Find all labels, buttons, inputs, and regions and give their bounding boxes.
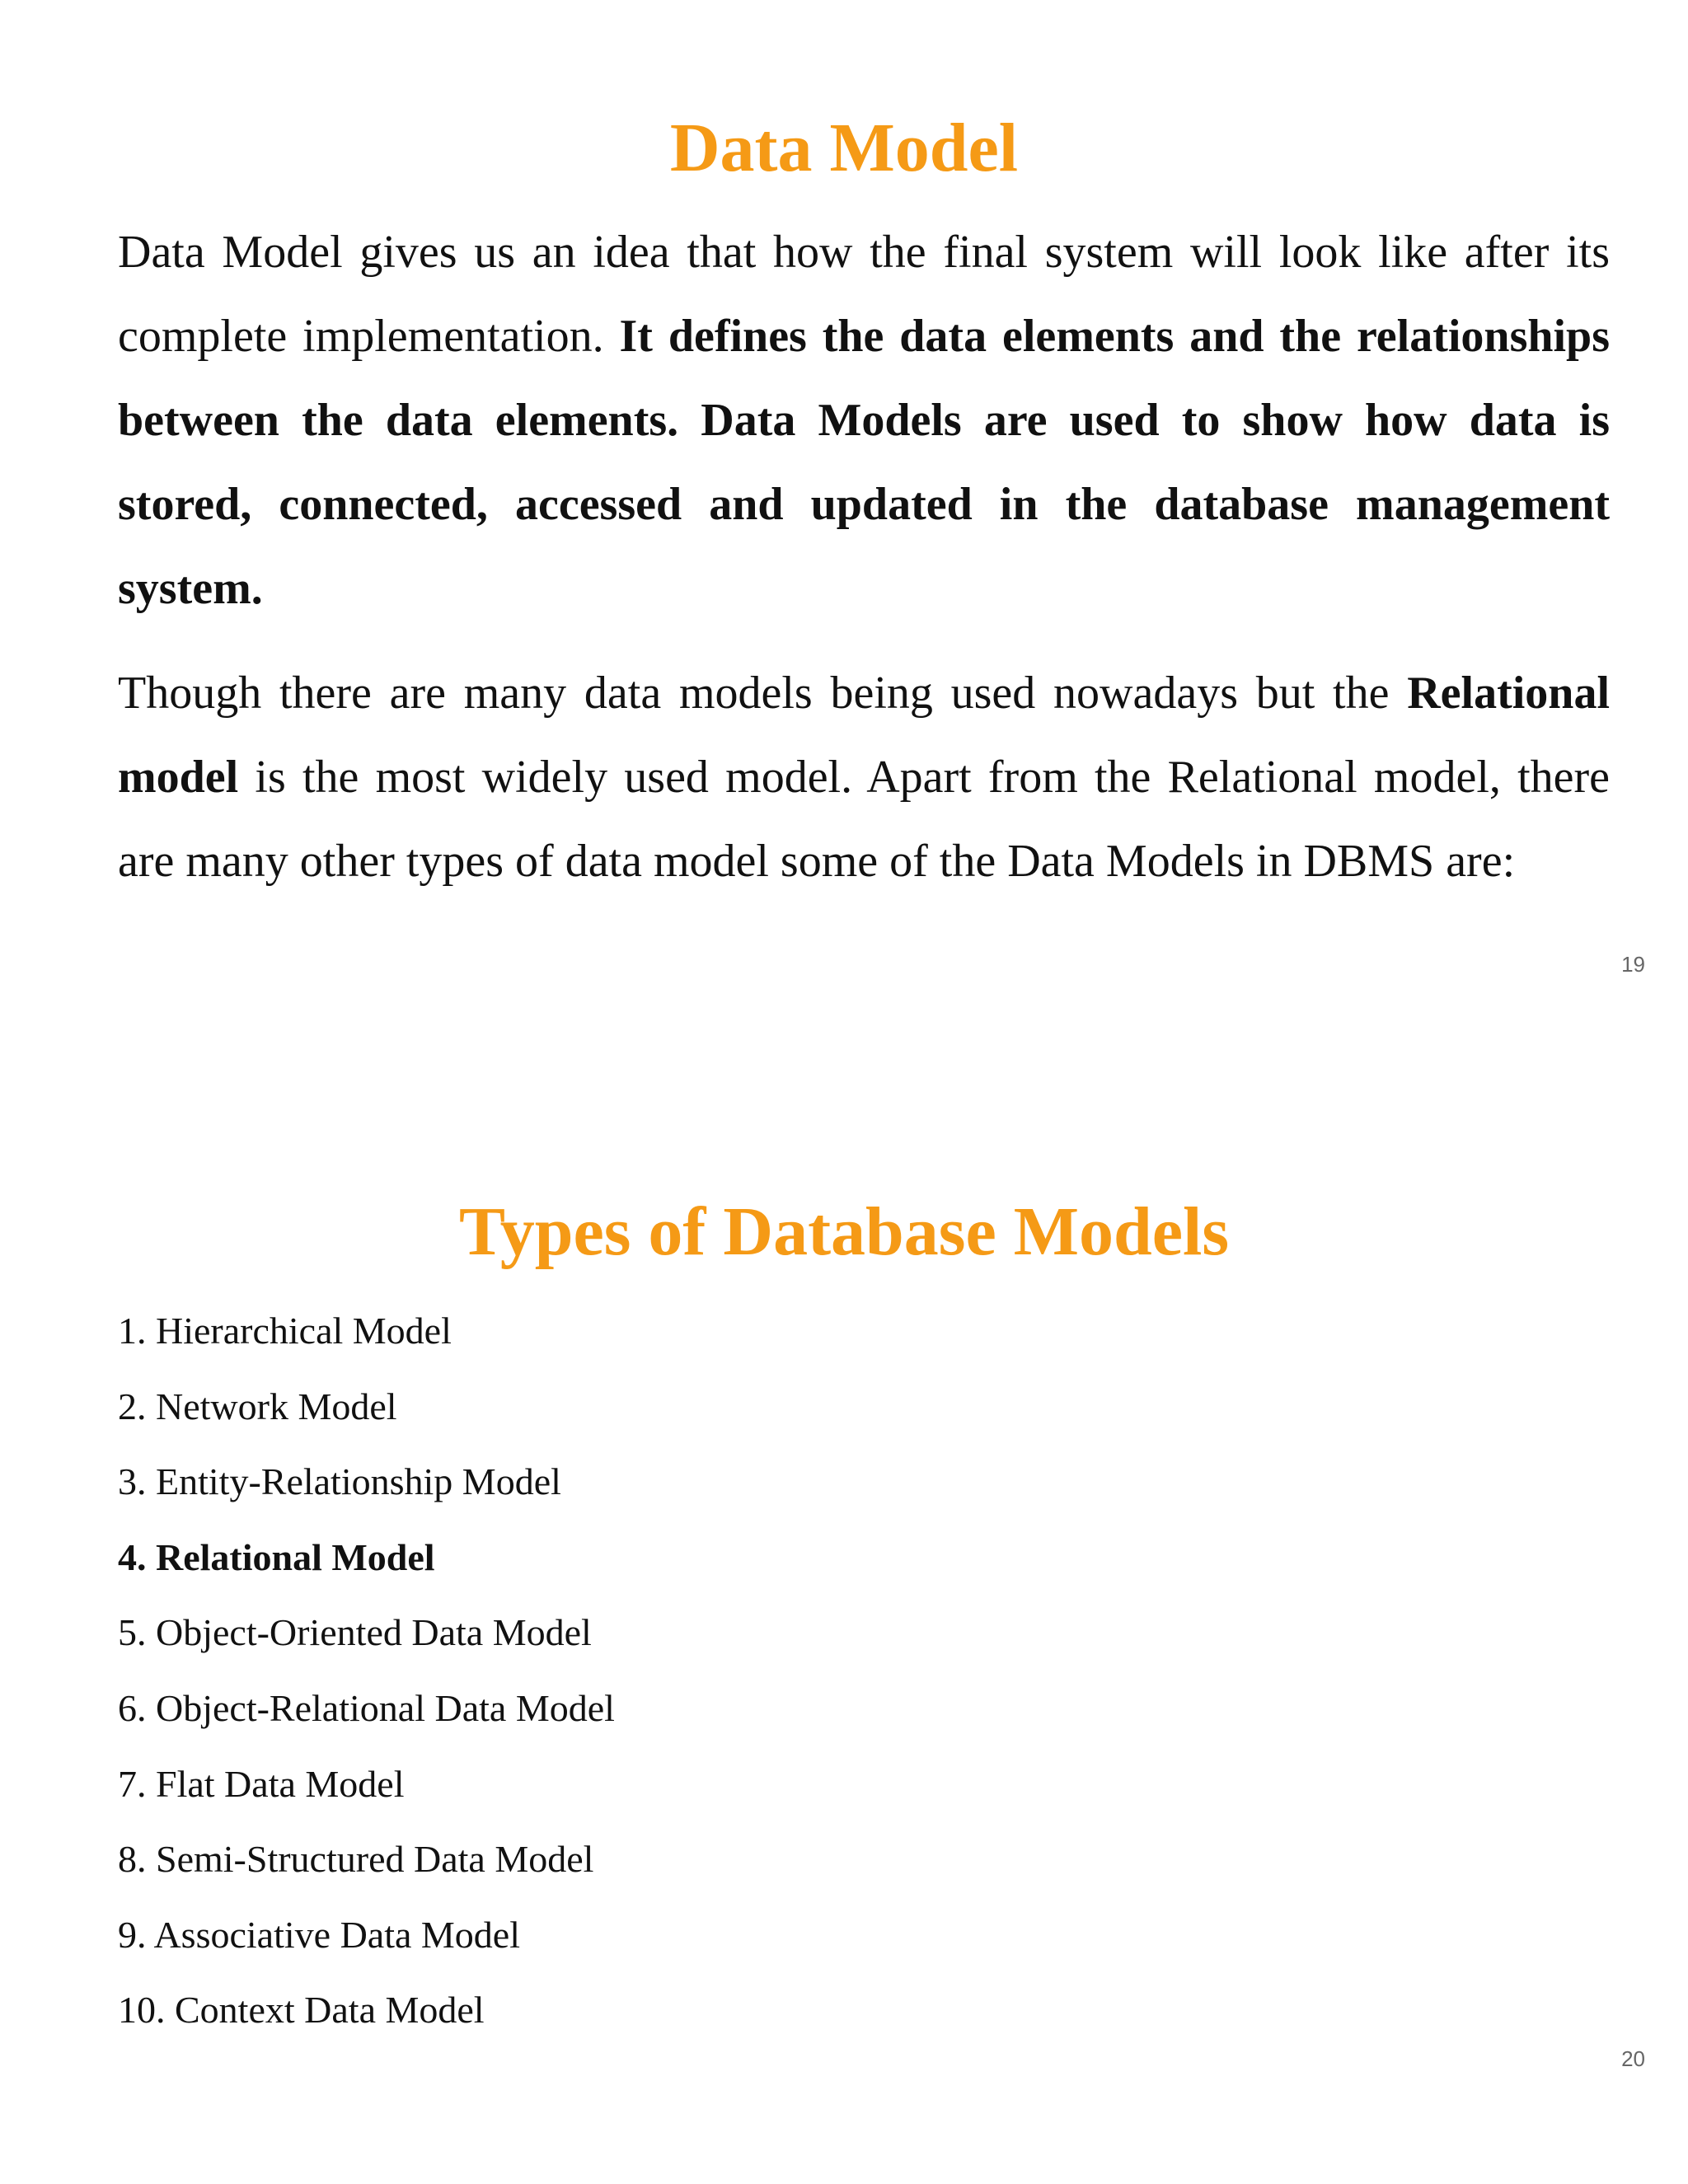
database-models-list [118, 1306, 615, 2061]
list-item-relational-model: 4. Relational Model [118, 1535, 435, 1578]
list-item-object-relational-data-model: 6. Object-Relational Data Model [118, 1686, 615, 1729]
list-item-object-oriented-data-model: 5. Object-Oriented Data Model [118, 1611, 592, 1654]
definition-bold-text: It defines the data elements and the relationships between the data elements. Data Models are used to show how data is stored, connected, accessed and updated in the database management system. [118, 311, 1610, 614]
slide-data-model [0, 0, 1688, 1030]
definition-normal-text: Data Model gives us an idea that how the final system will look like after its complete implementation. [118, 227, 1610, 362]
list-item-semi-structured-data-model: 8. Semi-Structured Data Model [118, 1838, 594, 1881]
relational-model-bold-text: Relational model [118, 668, 1610, 803]
list-item-network-model: 2. Network Model [118, 1385, 397, 1427]
list-item-associative-data-model: 9. Associative Data Model [118, 1913, 521, 1956]
list-item-context-data-model: 10. Context Data Model [118, 1989, 485, 2032]
page-number-20: 20 [1621, 2046, 1645, 2071]
list-item-entity-relationship-model: 3. Entity-Relationship Model [118, 1460, 561, 1503]
relational-paragraph-text-1: Though there are many data models being used nowadays but the [118, 668, 1408, 719]
slide-title-data-model: Data Model [669, 110, 1019, 186]
slide-title-types-of-database-models: Types of Database Models [458, 1193, 1230, 1270]
data-model-definition-paragraph [118, 210, 1610, 630]
relational-paragraph-text-2: is the most widely used model. Apart from the Relational model, there are many other types of data model some of the Data Models in DBMS are: [118, 752, 1610, 887]
slide-types-of-database-models [0, 1088, 1688, 2184]
list-item-hierarchical-model: 1. Hierarchical Model [118, 1310, 452, 1352]
page-number-19: 19 [1621, 952, 1645, 977]
relational-model-paragraph [118, 651, 1610, 903]
list-item-flat-data-model: 7. Flat Data Model [118, 1762, 405, 1805]
